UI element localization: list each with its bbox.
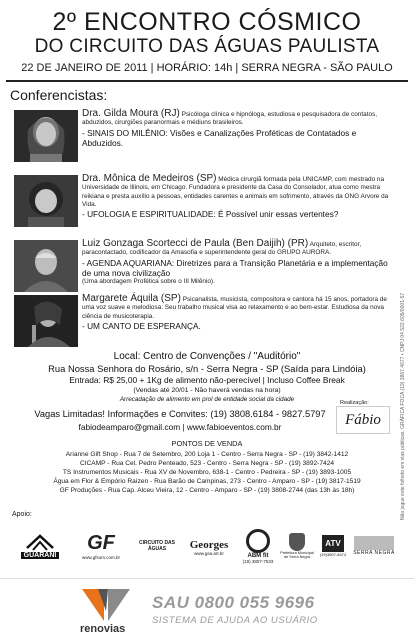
realizacao-label: Realização:	[340, 400, 369, 406]
divider	[6, 80, 408, 82]
venue-links: fabiodeamparo@gmail.com | www.fabioeventos.com.br	[78, 422, 282, 432]
speaker-block-margarete	[82, 295, 392, 331]
speaker-name: Dra. Gilda Moura (RJ)	[82, 108, 180, 119]
speaker-photo-monica	[14, 175, 78, 227]
sau-tagline: SISTEMA DE AJUDA AO USUÁRIO	[152, 615, 318, 626]
venue-sales-note: (Vendas até 20/01 - Não haverá vendas na hora)	[133, 387, 281, 394]
speaker-name: Luiz Gonzaga Scortecci de Paula (Ben Daijih) (PR)	[82, 238, 309, 249]
speaker-photo-gilda	[14, 110, 78, 162]
speaker-name: Margarete Áquila (SP)	[82, 293, 181, 304]
sponsor-logo-abmfit: ABM fit (19) 3807-7533	[238, 525, 278, 567]
speaker-bio: Psicóloga clínica e hipnóloga, estudiosa e pesquisadora de contatos, abduzidos, cirurgiões paranormais e médiuns brasileiros.	[82, 111, 377, 127]
realizacao-logo: Fábio	[336, 406, 390, 434]
venue-address: Rua Nossa Senhora do Rosário, s/n - Serra Negra - SP (Saída para Lindóia)	[48, 363, 366, 374]
sponsor-logo-atv: ATV (19)3807-8474	[318, 525, 348, 567]
city-crest-icon	[289, 533, 305, 551]
speaker-block-monica	[82, 175, 392, 219]
sales-point: TS Instrumentos Musicais - Rua XV de Novembro, 638-1 - Centro - Pedreira - SP - (19) 3893-1005	[62, 469, 352, 476]
speaker-photo-margarete	[14, 295, 78, 347]
renovias-brand: renovias	[80, 623, 126, 635]
sales-point: GF Produções - Rua Cap. Alceu Vieira, 12 - Centro - Amparo - SP - (19) 3808-2744 (das 13h às 18h)	[59, 487, 355, 494]
renovias-logo-icon	[80, 585, 132, 625]
guarani-bird-icon	[25, 534, 55, 552]
sponsor-logo-circuito: CIRCUITO DAS ÁGUAS	[138, 540, 176, 552]
speaker-topic: - SINAIS DO MILÊNIO: Visões e Canalizações Proféticas de Contatados e Abduzidos.	[82, 127, 357, 148]
sau-phone: SAU 0800 055 9696	[152, 593, 315, 612]
sales-point: CICAMP - Rua Cel. Pedro Penteado, 523 - Centro - Serra Negra - SP - (19) 3892-7424	[79, 460, 335, 467]
speaker-block-gilda	[82, 110, 392, 148]
sponsor-footer-banner	[0, 578, 414, 641]
serra-negra-banner-icon	[354, 536, 394, 550]
venue-entry: Entrada: R$ 25,00 + 1Kg de alimento não-perecível | Incluso Coffee Break	[69, 375, 345, 385]
speaker-topic-note: (Uma abordagem Profética sobre o III Milênio).	[82, 277, 215, 285]
poster-title-line1: 2º ENCONTRO CÓSMICO	[52, 8, 362, 36]
poster-title-line2: DO CIRCUITO DAS ÁGUAS PAULISTA	[34, 36, 380, 57]
sales-title: PONTOS DE VENDA	[171, 439, 243, 448]
sponsor-logo-guarani: GUARANI	[14, 527, 66, 565]
sponsor-logo-prefeitura: Prefeitura Municipal de Serra Negra	[280, 525, 314, 567]
speaker-topic: - AGENDA AQUARIANA: Diretrizes para a Transição Planetária e a implementação de uma nova civilização	[82, 257, 388, 278]
abm-ring-icon	[246, 529, 270, 553]
speaker-bio: Arquiteto, escritor, paracontactado, codificador da Amasofia e superintendente geral do GRUPO AURORA.	[82, 241, 362, 257]
speaker-bio: Psicanalista, musicista, compositora e cantora há 15 anos, portadora de uma voz suave e melodiosa. Seu trabalho musical visa ao relaxamento e ao bem-estar. Estudiosa da nova ciência de musicoterapia.	[82, 296, 387, 320]
speaker-topic: - UM CANTO DE ESPERANÇA.	[82, 320, 201, 331]
venue-label: Local: Centro de Convenções / "Auditório"	[113, 351, 301, 362]
venue-food-note: Arrecadação de alimento em prol de entidade social da cidade	[119, 396, 295, 403]
speaker-topic: - UFOLOGIA E ESPIRITUALIDADE: É Possível unir essas vertentes?	[82, 209, 339, 220]
venue-contact: Vagas Limitadas! Informações e Convites: (19) 3808.6184 - 9827.5797	[34, 409, 326, 419]
apoio-label: Apoio:	[12, 511, 32, 518]
sponsor-logos	[10, 519, 400, 571]
sales-point: Arianne Gift Shop - Rua 7 de Setembro, 200 Loja 1 - Centro - Serra Negra - SP - (19) 3842-1412	[65, 451, 349, 458]
speaker-block-luiz	[82, 240, 392, 286]
event-date-line: 22 DE JANEIRO DE 2011 | HORÁRIO: 14h | SERRA NEGRA - SÃO PAULO	[21, 62, 393, 74]
sales-point: Água em Flor & Empório Raízen - Rua Barão de Campinas, 273 - Centro - Amparo - SP - (19) 3817-1519	[53, 478, 361, 485]
sponsor-logo-serranegra: SERRA NEGRA	[350, 529, 398, 563]
sponsor-logo-gf: GF www.gfsom.com.br	[81, 532, 120, 560]
sponsor-logo-georges: Georges www.gsa.art.br	[189, 538, 229, 556]
section-title-speakers: Conferencistas:	[10, 87, 108, 103]
legal-side-text: Não jogue este folheto em vias públicas. GRÁFICA FOCA (19) 3867.4677 • CNPJ 04.522.605/0001-57	[400, 292, 406, 520]
speaker-photo-luiz	[14, 240, 78, 292]
speaker-name: Dra. Mônica de Medeiros (SP)	[82, 173, 217, 184]
speaker-bio: Médica cirurgiã formada pela UNICAMP, com mestrado na Universidade de Illinois, em Chicago. Fundadora e presidente da Casa do Consolador, atua como mestra reikiana e presta auxílio a pessoas, entidades carentes e animais em sofrimento, através da ONG Arvore da Vida.	[82, 176, 389, 208]
